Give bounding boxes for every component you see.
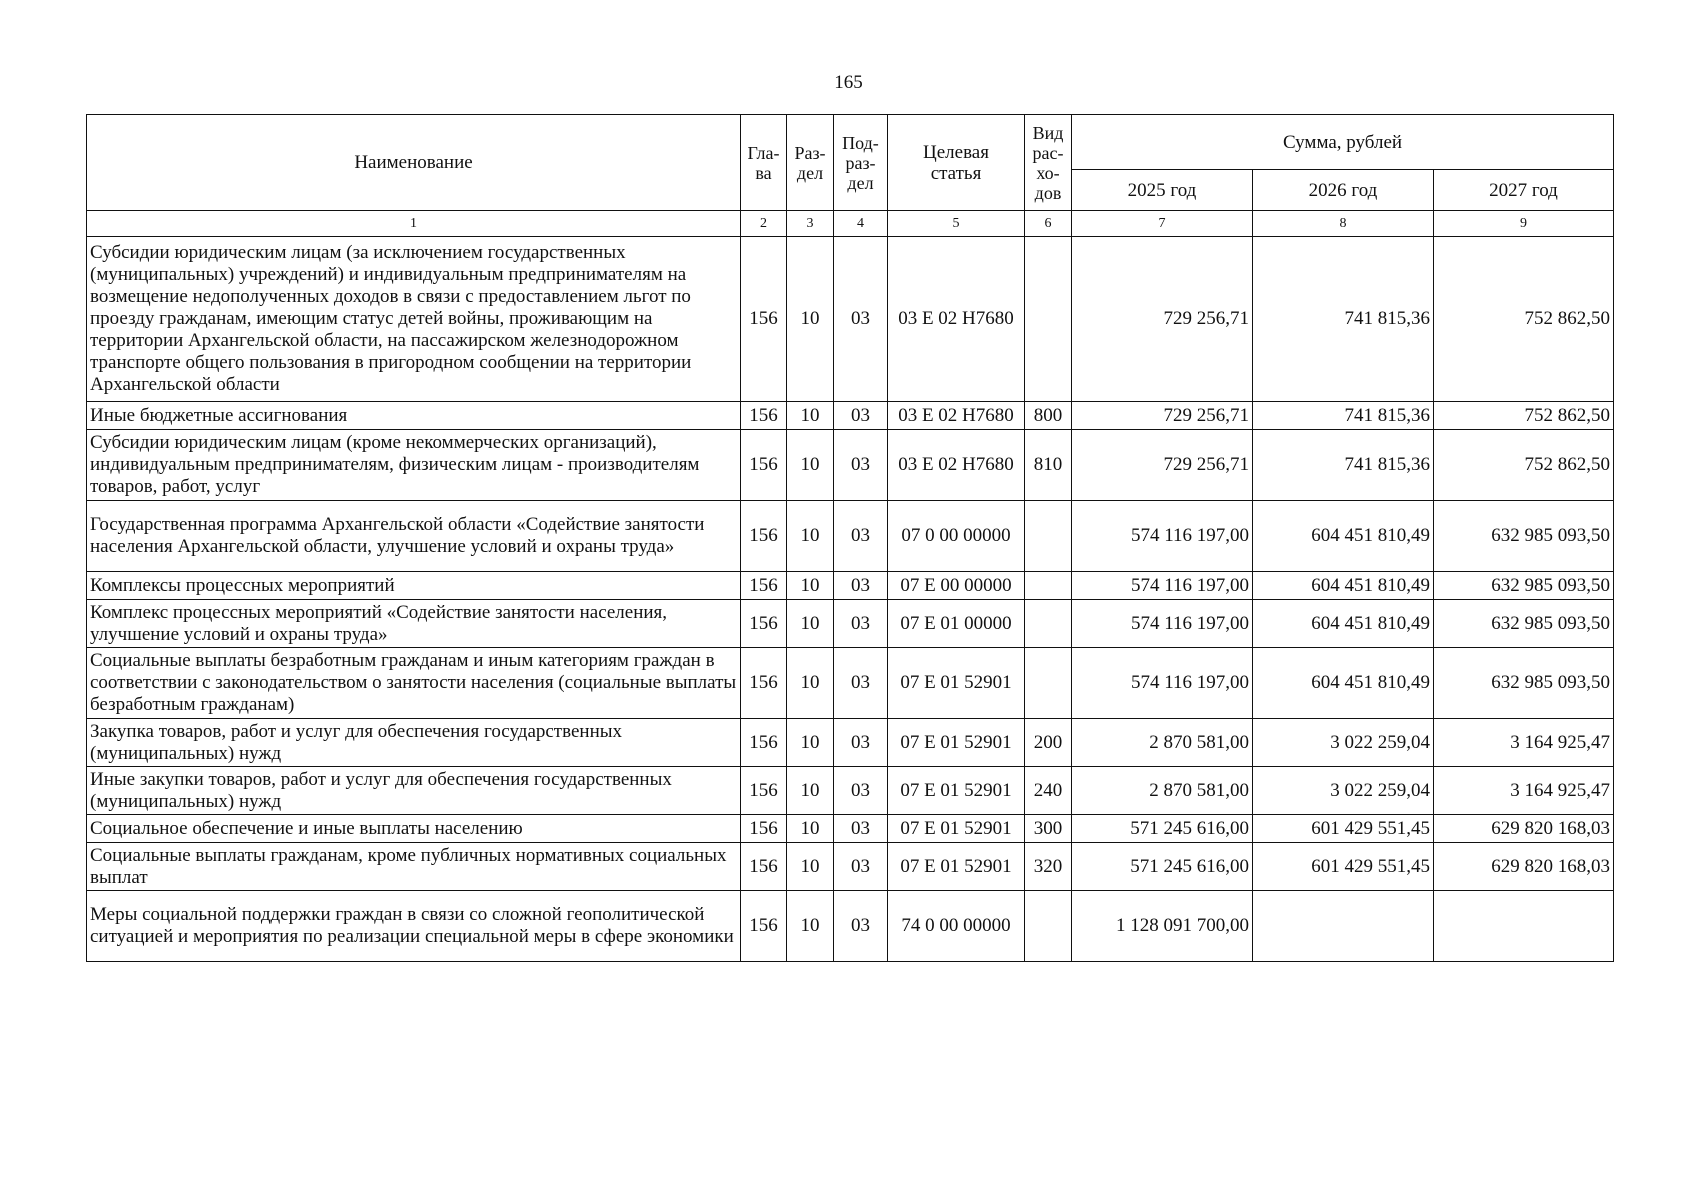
row-vid-raskhodov: 320 xyxy=(1025,843,1072,891)
column-number: 8 xyxy=(1253,211,1434,237)
row-glava: 156 xyxy=(741,430,787,501)
row-podrazdel: 03 xyxy=(834,719,888,767)
row-podrazdel: 03 xyxy=(834,891,888,962)
row-name: Социальное обеспечение и иные выплаты населению xyxy=(87,815,741,843)
header-razdel: Раз- дел xyxy=(787,115,834,211)
row-vid-raskhodov: 300 xyxy=(1025,815,1072,843)
row-sum-2027: 752 862,50 xyxy=(1434,430,1614,501)
header-year-2025: 2025 год xyxy=(1072,170,1253,211)
row-vid-raskhodov: 200 xyxy=(1025,719,1072,767)
row-name: Комплексы процессных мероприятий xyxy=(87,572,741,600)
row-podrazdel: 03 xyxy=(834,767,888,815)
row-sum-2026 xyxy=(1253,891,1434,962)
row-tselevaya-statya: 07 0 00 00000 xyxy=(888,501,1025,572)
row-vid-raskhodov: 240 xyxy=(1025,767,1072,815)
row-tselevaya-statya: 07 Е 01 52901 xyxy=(888,648,1025,719)
row-sum-2027: 632 985 093,50 xyxy=(1434,600,1614,648)
row-name: Государственная программа Архангельской области «Содействие занятости населения Архангельской области, улучшение условий и охраны труда» xyxy=(87,501,741,572)
row-sum-2025: 574 116 197,00 xyxy=(1072,600,1253,648)
row-sum-2025: 2 870 581,00 xyxy=(1072,719,1253,767)
row-sum-2026: 604 451 810,49 xyxy=(1253,572,1434,600)
row-sum-2026: 3 022 259,04 xyxy=(1253,767,1434,815)
header-tselevaya-statya: Целевая статья xyxy=(888,115,1025,211)
header-summa: Сумма, рублей xyxy=(1072,115,1614,170)
row-glava: 156 xyxy=(741,815,787,843)
row-glava: 156 xyxy=(741,891,787,962)
table-row xyxy=(87,600,1614,648)
row-tselevaya-statya: 03 Е 02 Н7680 xyxy=(888,237,1025,402)
row-razdel: 10 xyxy=(787,430,834,501)
row-podrazdel: 03 xyxy=(834,843,888,891)
column-number: 4 xyxy=(834,211,888,237)
row-glava: 156 xyxy=(741,402,787,430)
row-name: Социальные выплаты гражданам, кроме публичных нормативных социальных выплат xyxy=(87,843,741,891)
header-glava: Гла- ва xyxy=(741,115,787,211)
table-row xyxy=(87,891,1614,962)
row-sum-2026: 604 451 810,49 xyxy=(1253,648,1434,719)
row-sum-2027: 3 164 925,47 xyxy=(1434,719,1614,767)
row-tselevaya-statya: 07 Е 01 52901 xyxy=(888,719,1025,767)
row-tselevaya-statya: 07 Е 00 00000 xyxy=(888,572,1025,600)
table-row xyxy=(87,648,1614,719)
header-podrazdel: Под- раз- дел xyxy=(834,115,888,211)
row-sum-2025: 729 256,71 xyxy=(1072,430,1253,501)
row-sum-2026: 604 451 810,49 xyxy=(1253,600,1434,648)
row-name: Социальные выплаты безработным гражданам и иным категориям граждан в соответствии с законодательством о занятости населения (социальные выплаты безработным гражданам) xyxy=(87,648,741,719)
row-sum-2026: 601 429 551,45 xyxy=(1253,815,1434,843)
row-sum-2027: 632 985 093,50 xyxy=(1434,648,1614,719)
row-sum-2026: 741 815,36 xyxy=(1253,402,1434,430)
row-glava: 156 xyxy=(741,237,787,402)
budget-table xyxy=(86,114,1614,962)
table-row xyxy=(87,719,1614,767)
column-number: 2 xyxy=(741,211,787,237)
row-glava: 156 xyxy=(741,572,787,600)
table-row xyxy=(87,815,1614,843)
row-razdel: 10 xyxy=(787,767,834,815)
table-row xyxy=(87,767,1614,815)
row-sum-2026: 604 451 810,49 xyxy=(1253,501,1434,572)
row-name: Иные бюджетные ассигнования xyxy=(87,402,741,430)
row-sum-2027: 752 862,50 xyxy=(1434,237,1614,402)
row-sum-2025: 571 245 616,00 xyxy=(1072,815,1253,843)
row-tselevaya-statya: 07 Е 01 52901 xyxy=(888,815,1025,843)
row-sum-2027: 629 820 168,03 xyxy=(1434,815,1614,843)
row-sum-2027: 3 164 925,47 xyxy=(1434,767,1614,815)
row-vid-raskhodov: 810 xyxy=(1025,430,1072,501)
row-tselevaya-statya: 07 Е 01 52901 xyxy=(888,843,1025,891)
header-year-2026: 2026 год xyxy=(1253,170,1434,211)
row-tselevaya-statya: 03 Е 02 Н7680 xyxy=(888,430,1025,501)
row-vid-raskhodov xyxy=(1025,501,1072,572)
column-number-row xyxy=(87,211,1614,237)
row-podrazdel: 03 xyxy=(834,648,888,719)
row-sum-2026: 741 815,36 xyxy=(1253,430,1434,501)
row-name: Иные закупки товаров, работ и услуг для обеспечения государственных (муниципальных) нужд xyxy=(87,767,741,815)
row-podrazdel: 03 xyxy=(834,815,888,843)
row-sum-2026: 601 429 551,45 xyxy=(1253,843,1434,891)
row-sum-2027 xyxy=(1434,891,1614,962)
table-row xyxy=(87,843,1614,891)
row-razdel: 10 xyxy=(787,572,834,600)
column-number: 3 xyxy=(787,211,834,237)
row-razdel: 10 xyxy=(787,815,834,843)
row-vid-raskhodov xyxy=(1025,891,1072,962)
table-row xyxy=(87,572,1614,600)
row-vid-raskhodov: 800 xyxy=(1025,402,1072,430)
row-razdel: 10 xyxy=(787,501,834,572)
row-glava: 156 xyxy=(741,501,787,572)
row-vid-raskhodov xyxy=(1025,600,1072,648)
row-sum-2025: 1 128 091 700,00 xyxy=(1072,891,1253,962)
row-vid-raskhodov xyxy=(1025,648,1072,719)
row-glava: 156 xyxy=(741,767,787,815)
row-razdel: 10 xyxy=(787,719,834,767)
row-glava: 156 xyxy=(741,600,787,648)
header-vid-raskhodov: Вид рас- хо- дов xyxy=(1025,115,1072,211)
row-razdel: 10 xyxy=(787,237,834,402)
row-tselevaya-statya: 07 Е 01 52901 xyxy=(888,767,1025,815)
row-sum-2025: 571 245 616,00 xyxy=(1072,843,1253,891)
row-razdel: 10 xyxy=(787,648,834,719)
row-podrazdel: 03 xyxy=(834,237,888,402)
row-name: Комплекс процессных мероприятий «Содействие занятости населения, улучшение условий и охраны труда» xyxy=(87,600,741,648)
table-row xyxy=(87,430,1614,501)
row-glava: 156 xyxy=(741,648,787,719)
header-year-2027: 2027 год xyxy=(1434,170,1614,211)
row-name: Субсидии юридическим лицам (кроме некоммерческих организаций), индивидуальным предпринимателям, физическим лицам - производителям товаров, работ, услуг xyxy=(87,430,741,501)
row-vid-raskhodov xyxy=(1025,237,1072,402)
row-razdel: 10 xyxy=(787,402,834,430)
row-tselevaya-statya: 07 Е 01 00000 xyxy=(888,600,1025,648)
row-tselevaya-statya: 74 0 00 00000 xyxy=(888,891,1025,962)
row-vid-raskhodov xyxy=(1025,572,1072,600)
row-sum-2025: 729 256,71 xyxy=(1072,402,1253,430)
row-name: Меры социальной поддержки граждан в связи со сложной геополитической ситуацией и мероприятия по реализации специальной меры в сфере экономики xyxy=(87,891,741,962)
row-name: Закупка товаров, работ и услуг для обеспечения государственных (муниципальных) нужд xyxy=(87,719,741,767)
row-razdel: 10 xyxy=(787,843,834,891)
column-number: 1 xyxy=(87,211,741,237)
row-tselevaya-statya: 03 Е 02 Н7680 xyxy=(888,402,1025,430)
row-sum-2025: 574 116 197,00 xyxy=(1072,501,1253,572)
column-number: 7 xyxy=(1072,211,1253,237)
row-podrazdel: 03 xyxy=(834,430,888,501)
header-name: Наименование xyxy=(87,115,741,211)
column-number: 9 xyxy=(1434,211,1614,237)
row-podrazdel: 03 xyxy=(834,501,888,572)
table-row xyxy=(87,402,1614,430)
row-sum-2027: 632 985 093,50 xyxy=(1434,501,1614,572)
column-number: 5 xyxy=(888,211,1025,237)
row-glava: 156 xyxy=(741,843,787,891)
row-sum-2026: 741 815,36 xyxy=(1253,237,1434,402)
row-podrazdel: 03 xyxy=(834,572,888,600)
row-glava: 156 xyxy=(741,719,787,767)
row-sum-2027: 632 985 093,50 xyxy=(1434,572,1614,600)
row-razdel: 10 xyxy=(787,891,834,962)
column-number: 6 xyxy=(1025,211,1072,237)
row-podrazdel: 03 xyxy=(834,600,888,648)
row-sum-2026: 3 022 259,04 xyxy=(1253,719,1434,767)
page-number: 165 xyxy=(834,72,863,93)
row-sum-2025: 574 116 197,00 xyxy=(1072,572,1253,600)
row-razdel: 10 xyxy=(787,600,834,648)
table-row xyxy=(87,501,1614,572)
row-sum-2025: 574 116 197,00 xyxy=(1072,648,1253,719)
row-sum-2027: 752 862,50 xyxy=(1434,402,1614,430)
row-sum-2025: 729 256,71 xyxy=(1072,237,1253,402)
row-name: Субсидии юридическим лицам (за исключением государственных (муниципальных) учреждений) и индивидуальным предпринимателям на возмещение недополученных доходов в связи с предоставлением льгот по проезду гражданам, имеющим статус детей войны, проживающим на территории Архангельской области, на пассажирском железнодорожном транспорте общего пользования в пригородном сообщении на территории Архангельской области xyxy=(87,237,741,402)
table-row xyxy=(87,237,1614,402)
row-podrazdel: 03 xyxy=(834,402,888,430)
row-sum-2027: 629 820 168,03 xyxy=(1434,843,1614,891)
row-sum-2025: 2 870 581,00 xyxy=(1072,767,1253,815)
